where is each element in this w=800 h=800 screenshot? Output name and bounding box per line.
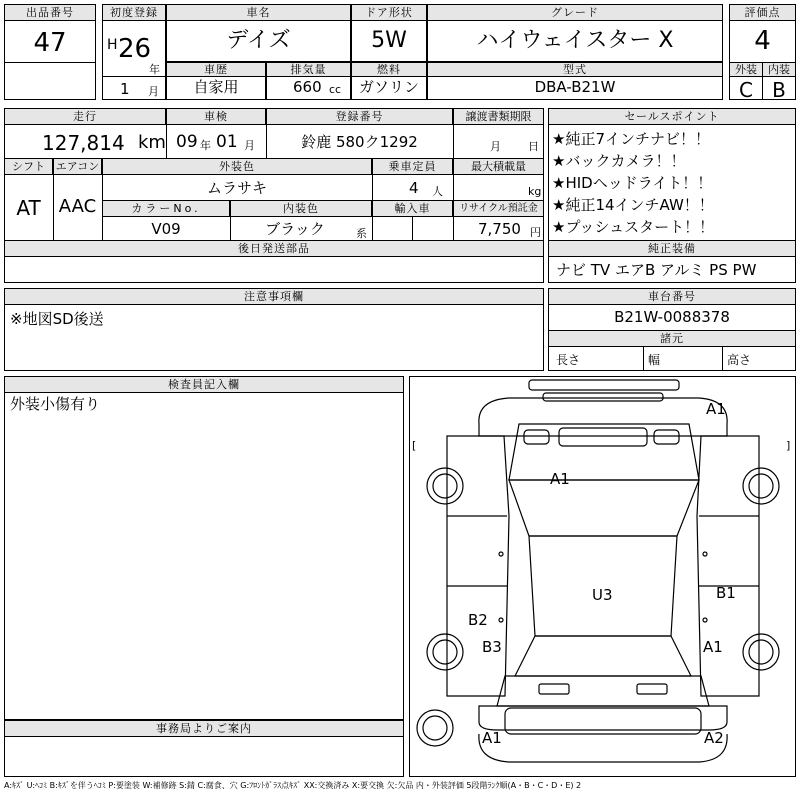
first-reg-month-unit: 月: [148, 85, 159, 98]
mileage-value: 127,814: [42, 131, 125, 155]
color-no-label: カラーNo.: [102, 200, 230, 217]
insp-year-unit: 年: [200, 139, 211, 152]
office-label: 事務局よりご案内: [4, 720, 404, 737]
int-label: 内装: [762, 62, 796, 77]
ext-label: 外装: [729, 62, 763, 77]
mark-b1: B1: [716, 584, 736, 602]
model-label: 型式: [427, 62, 723, 77]
grade-label: グレード: [427, 4, 723, 21]
interior-label: 内装色: [230, 200, 372, 217]
first-reg-month: 1: [120, 80, 130, 98]
recycle-unit: 円: [530, 226, 541, 239]
displacement-label: 排気量: [266, 62, 351, 77]
sales-point-5: ★プッシュスタート！！: [552, 218, 715, 236]
history-value: 自家用: [193, 78, 239, 96]
score-label: 評価点: [729, 4, 796, 21]
mark-u3: U3: [592, 586, 613, 604]
model-value: DBA-B21W: [534, 78, 616, 96]
transfer-label: 譲渡書類期限: [453, 108, 544, 125]
equipment-label: 純正装備: [548, 240, 796, 257]
dims-length: 長さ: [556, 353, 581, 367]
recycle-label: リサイクル預託金: [453, 200, 544, 217]
mark-a1-bottom-left: A1: [482, 729, 502, 747]
lot-value: 47: [33, 28, 67, 58]
first-reg-year-unit: 年: [149, 63, 160, 76]
lot-label: 出品番号: [4, 4, 96, 21]
dims-height: 高さ: [727, 353, 752, 367]
inspector-label: 検査員記入欄: [4, 376, 404, 393]
mark-a1-bonnet: A1: [550, 470, 570, 488]
door-label: ドア形状: [351, 4, 427, 21]
interior-value: ブラック: [265, 220, 325, 238]
score-value: 4: [754, 26, 771, 56]
int-value: B: [772, 78, 786, 102]
displacement-value: 660: [293, 78, 322, 96]
after-parts-label: 後日発送部品: [4, 240, 544, 257]
sales-point-4: ★純正14インチAW！！: [552, 196, 714, 214]
color-label: 外装色: [102, 158, 372, 175]
notes-text: ※地図SD後送: [10, 310, 104, 328]
mark-b3: B3: [482, 638, 502, 656]
inspection-label: 車検: [166, 108, 266, 125]
sales-point-3: ★HIDヘッドライト！！: [552, 174, 713, 192]
load-unit: kg: [528, 185, 542, 198]
bracket-right: ]: [786, 439, 791, 452]
mark-a2-bottom-right: A2: [704, 729, 724, 747]
dims-label: 諸元: [548, 330, 796, 347]
mark-b2: B2: [468, 611, 488, 629]
chassis-number: B21W-0088378: [614, 308, 730, 326]
car-outline-diagram: [409, 376, 796, 777]
equipment-items: ナビ TV エアB アルミ PS PW: [556, 261, 757, 279]
ext-value: C: [739, 78, 753, 102]
plate-value: 鈴鹿 580ク1292: [301, 133, 418, 151]
history-label: 車歴: [166, 62, 266, 77]
inspector-box: [4, 376, 404, 720]
ac-value: AAC: [58, 196, 97, 217]
shift-label: シフト: [4, 158, 53, 175]
plate-label: 登録番号: [266, 108, 453, 125]
mark-a1-top: A1: [706, 400, 726, 418]
insp-month: 01: [216, 132, 238, 152]
sales-label: セールスポイント: [548, 108, 796, 125]
ac-label: エアコン: [53, 158, 102, 175]
mileage-label: 走行: [4, 108, 166, 125]
bracket-left: [: [412, 439, 417, 452]
first-reg-year: 26: [118, 34, 152, 64]
color-no-value: V09: [151, 220, 181, 238]
grade-value: ハイウェイスター X: [476, 28, 674, 53]
legend-text: A:ｷｽﾞ U:ﾍｺﾐ B:ｷｽﾞを伴うﾍｺﾐ P:要塗装 W:補修跡 S:錆 C:腐食、穴 G:ﾌﾛﾝﾄｶﾞﾗｽ点ｷｽﾞ XX:交換済み X:要交換 欠:欠品 内・外装評価 5段階ﾗﾝｸ順(A・B・C・D・E) 2: [4, 781, 582, 790]
color-value: ムラサキ: [206, 179, 267, 197]
load-label: 最大積載量: [453, 158, 544, 175]
inspector-text: 外装小傷有り: [10, 395, 101, 413]
notes-label: 注意事項欄: [4, 288, 544, 305]
mileage-unit: km: [138, 132, 166, 153]
displacement-unit: cc: [329, 83, 342, 96]
mark-a1-right: A1: [703, 638, 723, 656]
capacity-value: 4: [409, 179, 419, 197]
first-reg-label: 初度登録: [102, 4, 166, 21]
shift-value: AT: [16, 196, 41, 220]
car-name-label: 車名: [166, 4, 351, 21]
door-value: 5W: [371, 28, 407, 53]
capacity-unit: 人: [432, 185, 443, 198]
recycle-value: 7,750: [478, 220, 521, 238]
insp-year: 09: [176, 132, 198, 152]
fuel-label: 燃料: [351, 62, 427, 77]
sales-point-2: ★バックカメラ！！: [552, 152, 686, 170]
chassis-label: 車台番号: [548, 288, 796, 305]
capacity-label: 乗車定員: [372, 158, 453, 175]
interior-unit: 系: [356, 227, 367, 240]
dims-width: 幅: [648, 353, 661, 367]
transfer-day: 日: [528, 140, 539, 153]
insp-month-unit: 月: [244, 139, 255, 152]
import-label: 輸入車: [372, 200, 453, 217]
transfer-month: 月: [490, 140, 501, 153]
sales-point-1: ★純正7インチナビ！！: [552, 130, 710, 148]
fuel-value: ガソリン: [358, 78, 419, 96]
car-name: デイズ: [226, 28, 291, 53]
first-reg-era: H: [107, 37, 118, 53]
